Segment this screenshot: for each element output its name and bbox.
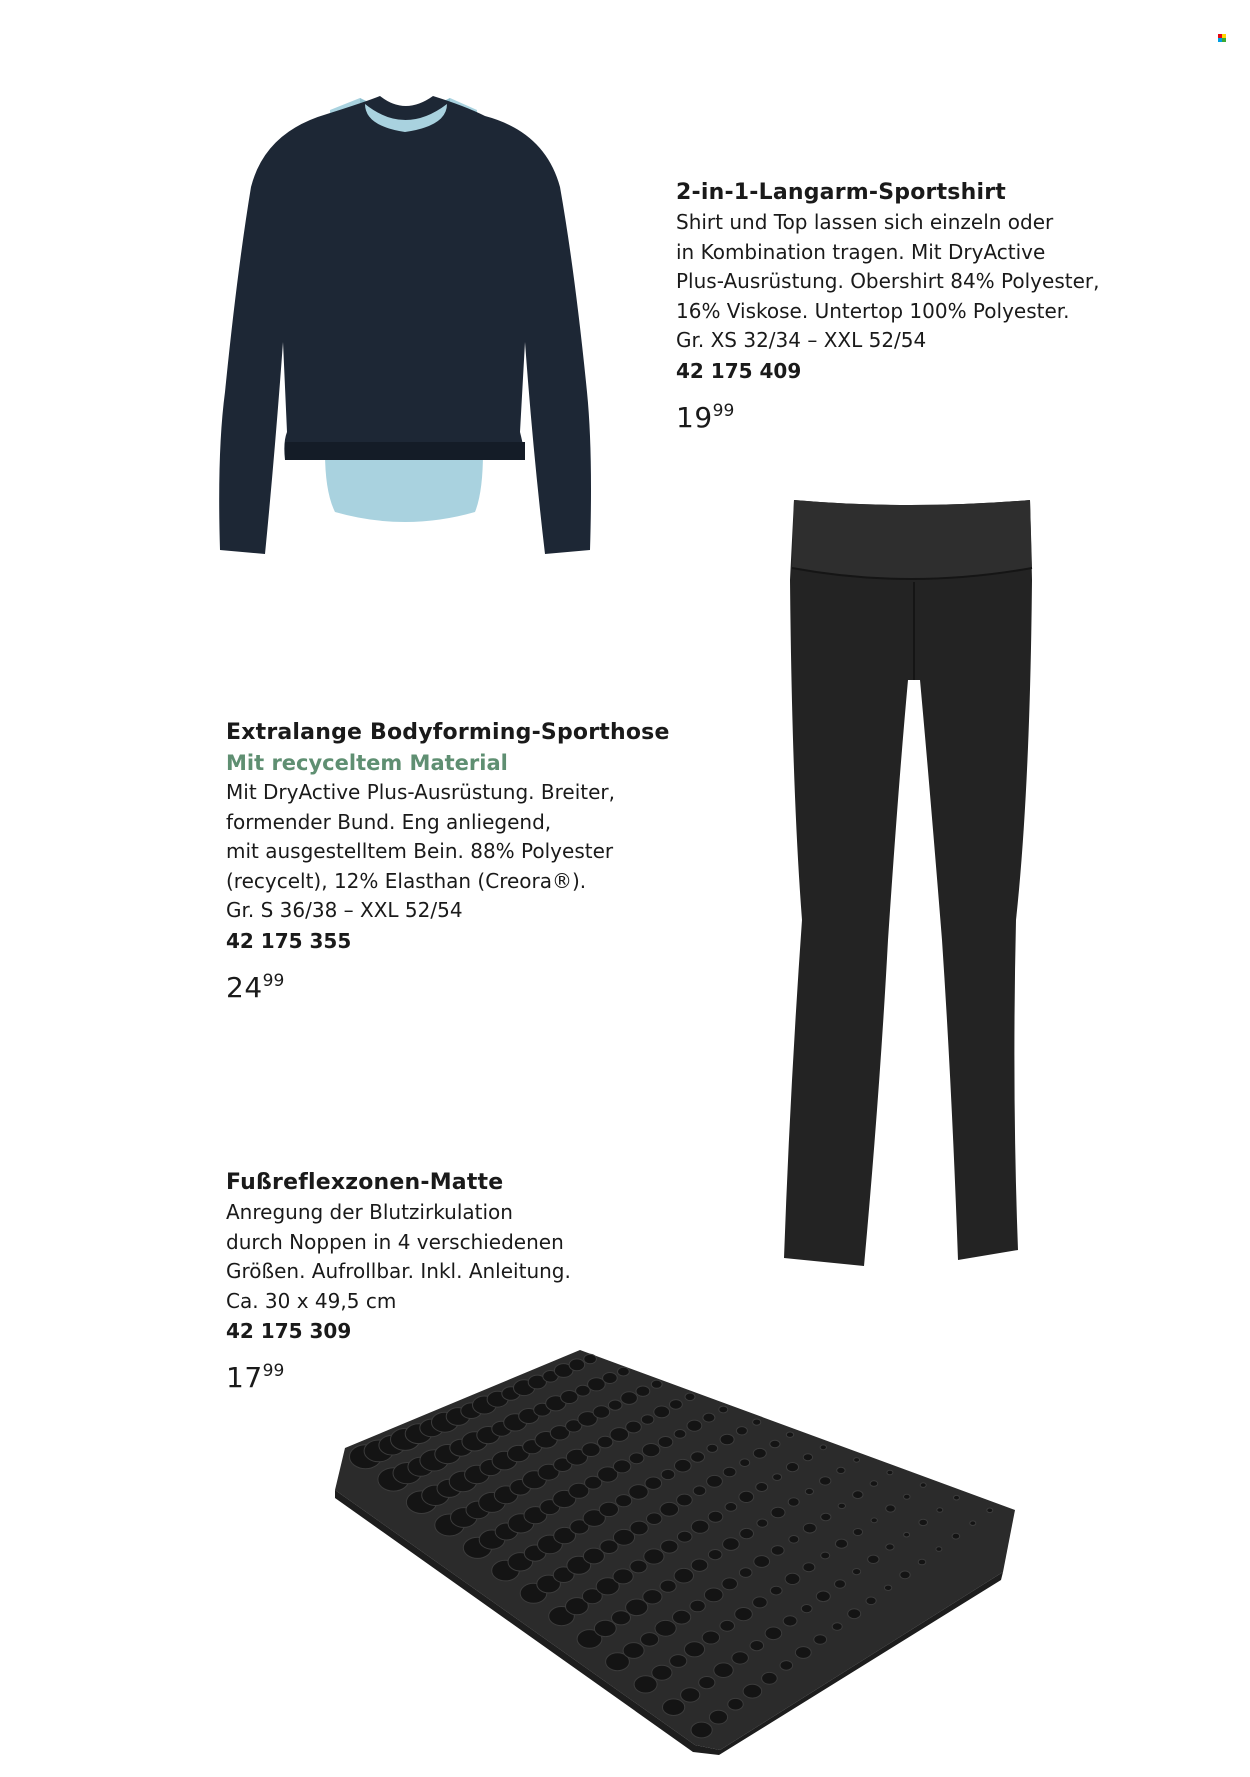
mat-nub: [904, 1532, 910, 1537]
mat-nub: [757, 1519, 768, 1527]
mat-nub: [707, 1444, 718, 1452]
mat-nub: [920, 1483, 926, 1488]
mat-nub: [835, 1580, 846, 1588]
shirt-line: Plus-Ausrüstung. Obershirt 84% Polyester,: [676, 269, 1100, 293]
mat-nub: [754, 1556, 770, 1568]
shirt-line: 16% Viskose. Untertop 100% Polyester.: [676, 298, 1070, 323]
mat-title: Fußreflexzonen-Matte: [226, 1170, 504, 1195]
mat-nub: [936, 1547, 942, 1552]
mat-nub: [866, 1597, 876, 1605]
mat-nub: [691, 1452, 705, 1462]
mat-nub: [655, 1620, 676, 1636]
mat-nub: [770, 1586, 782, 1595]
mat-nub: [954, 1495, 960, 1500]
mat-nub: [675, 1459, 692, 1472]
sportshirt-image: [215, 92, 595, 572]
mat-nub: [670, 1400, 683, 1410]
mat-nub: [837, 1467, 845, 1473]
mat-nub: [618, 1367, 630, 1376]
mat-line: Größen. Aufrollbar. Inkl. Anleitung.: [226, 1259, 571, 1283]
mat-nub: [670, 1655, 687, 1668]
mat-nub: [629, 1453, 644, 1464]
mat-nub: [641, 1415, 654, 1425]
mat-nub: [660, 1580, 676, 1592]
mat-nub: [674, 1568, 693, 1583]
pants-line: (recycelt), 12% Elasthan (Creora®).: [226, 868, 587, 893]
mat-nub: [771, 1507, 785, 1518]
mat-nub: [937, 1508, 943, 1513]
mat-nub: [621, 1392, 638, 1405]
mat-nub: [871, 1518, 877, 1523]
mat-nub: [753, 1419, 761, 1425]
mat-nub: [661, 1540, 678, 1553]
mat-nub: [762, 1672, 778, 1684]
shirt-line: in Kombination tragen. Mit DryActive: [676, 239, 1046, 264]
mat-nub: [740, 1528, 754, 1538]
mat-nub: [735, 1608, 753, 1621]
mat-nub: [703, 1413, 715, 1422]
pants-description: [226, 718, 696, 1005]
shirt-line: Gr. XS 32/34 – XXL 52/54: [676, 328, 927, 352]
mat-nub: [786, 1432, 793, 1437]
mat-nub: [753, 1448, 766, 1458]
outer-shirt-hem-shadow: [285, 442, 525, 460]
mat-nub: [803, 1563, 815, 1572]
mat-nub: [848, 1609, 861, 1619]
mat-nub: [987, 1508, 993, 1513]
mat-nub: [603, 1373, 618, 1384]
mat-nub: [814, 1635, 827, 1645]
mat-nub: [723, 1467, 736, 1477]
mat-nub: [636, 1386, 650, 1396]
mat-nub: [685, 1393, 695, 1401]
mat-nub: [677, 1531, 692, 1542]
pants-subtitle: Mit recyceltem Material: [226, 751, 508, 775]
mat-nub: [613, 1569, 633, 1584]
mat-nub: [693, 1486, 706, 1496]
mat-nub: [645, 1477, 662, 1489]
shirt-line: Shirt und Top lassen sich einzeln oder: [676, 210, 1054, 234]
mat-nub: [952, 1533, 960, 1539]
mat-nub: [584, 1354, 597, 1364]
pants-waistband: [792, 500, 1032, 579]
mat-line: Anregung der Blutzirkulation: [226, 1200, 513, 1224]
pants-price-cents: 99: [262, 970, 285, 991]
mat-nub: [900, 1571, 910, 1579]
mat-nub: [660, 1502, 679, 1516]
mat-nub: [691, 1559, 708, 1571]
mat-nub: [786, 1463, 798, 1472]
mat-nub: [740, 1459, 750, 1467]
mat-nub: [613, 1460, 630, 1473]
shirt-price-cents: 99: [712, 400, 735, 421]
mat-nub: [708, 1511, 723, 1522]
mat-nub: [707, 1475, 723, 1487]
pants-line: mit ausgestelltem Bein. 88% Polyester: [226, 839, 614, 863]
mat-nub: [687, 1420, 702, 1431]
mat-nub: [643, 1590, 662, 1604]
mat-price-main: 17: [226, 1361, 263, 1394]
mat-nub: [780, 1661, 793, 1671]
mat-nub: [684, 1642, 704, 1657]
mat-nub: [616, 1495, 632, 1507]
mat-nub: [626, 1421, 642, 1433]
mat-nub: [610, 1428, 629, 1442]
dot-green: [1222, 38, 1226, 42]
mat-nub: [771, 1546, 784, 1556]
mat-nub: [853, 1491, 863, 1499]
sporthose-image: [780, 490, 1040, 1270]
mat-nub: [832, 1623, 842, 1631]
mat-nub: [629, 1485, 648, 1500]
pants-shape: [784, 500, 1032, 1266]
mat-nub: [785, 1573, 800, 1584]
mat-nub: [663, 1699, 685, 1716]
mat-nub: [704, 1588, 723, 1602]
mat-nub: [765, 1627, 782, 1640]
mat-nub: [918, 1559, 926, 1565]
mat-nub: [783, 1616, 797, 1626]
mat-nub: [599, 1502, 618, 1516]
mat-nub: [732, 1652, 749, 1664]
mat-nub: [789, 1536, 799, 1544]
mat-nub: [642, 1444, 660, 1457]
mat-nub: [870, 1481, 878, 1487]
mat-nub: [647, 1513, 662, 1525]
mat-nub: [821, 1513, 831, 1521]
mat-nub: [756, 1483, 768, 1492]
shirt-title: 2-in-1-Langarm-Sportshirt: [676, 180, 1006, 205]
mat-nub: [725, 1503, 737, 1512]
brand-color-dot: [1218, 34, 1226, 42]
mat-nub: [821, 1552, 830, 1559]
mat-nub: [770, 1440, 780, 1448]
pants-price-main: 24: [226, 970, 263, 1004]
shirt-price: [676, 394, 1196, 435]
mat-nub: [753, 1597, 768, 1608]
mat-nub: [673, 1610, 691, 1624]
mat-nub: [651, 1380, 662, 1388]
mat-nub: [608, 1400, 622, 1410]
shirt-description: [676, 178, 1196, 435]
pants-line: Gr. S 36/38 – XXL 52/54: [226, 898, 463, 922]
mat-nub: [853, 1529, 862, 1536]
mat-nub: [612, 1611, 631, 1625]
mat-nub: [677, 1494, 693, 1506]
mat-nub: [743, 1684, 762, 1698]
reflexzonen-matte-image: [335, 1340, 1025, 1755]
mat-nub: [690, 1600, 705, 1612]
mat-nub: [720, 1620, 735, 1631]
mat-nub: [739, 1491, 754, 1502]
mat-nub: [582, 1443, 600, 1457]
mat-nub: [561, 1391, 578, 1404]
mat-nub: [658, 1437, 673, 1448]
mat-nub: [803, 1523, 816, 1533]
mat-nub: [728, 1698, 743, 1710]
mat-nub: [868, 1555, 879, 1563]
mat-nub: [654, 1406, 670, 1418]
mat-nub: [652, 1665, 672, 1680]
mat-nub: [661, 1469, 675, 1479]
mat-price-cents: 99: [262, 1361, 285, 1381]
mat-nub: [702, 1631, 719, 1644]
mat-nub: [630, 1560, 647, 1573]
mat-nub: [708, 1550, 722, 1560]
mat-line: durch Noppen in 4 verschiedenen: [226, 1229, 564, 1254]
mat-nub: [674, 1430, 686, 1439]
mat-nub: [739, 1568, 752, 1578]
mat-nub: [644, 1549, 664, 1564]
mat-nub: [801, 1605, 812, 1613]
mat-nub: [795, 1647, 811, 1659]
mat-nub: [699, 1677, 715, 1689]
mat-nub: [886, 1544, 894, 1550]
mat-article-number: 42 175 309: [226, 1319, 352, 1343]
mat-nub: [720, 1434, 734, 1445]
pants-line: formender Bund. Eng anliegend,: [226, 809, 552, 834]
mat-nub: [816, 1591, 830, 1602]
mat-nub: [750, 1641, 764, 1651]
mat-nub: [691, 1722, 712, 1738]
mat-nub: [719, 1406, 728, 1413]
mat-nub: [803, 1454, 812, 1461]
mat-nub: [641, 1633, 659, 1647]
mat-nub: [634, 1676, 657, 1693]
mat-nub: [709, 1710, 727, 1724]
mat-nub: [714, 1663, 733, 1678]
mat-nub: [970, 1521, 976, 1526]
mat-nub: [598, 1436, 613, 1448]
pants-line: Mit DryActive Plus-Ausrüstung. Breiter,: [226, 780, 615, 804]
mat-nub: [919, 1519, 928, 1525]
mat-nub: [904, 1494, 911, 1499]
mat-nub: [853, 1569, 861, 1575]
mat-nub: [838, 1503, 845, 1508]
shirt-price-main: 19: [676, 400, 713, 434]
mat-nub: [886, 1505, 896, 1512]
mat-nub: [773, 1474, 782, 1481]
mat-nub: [788, 1498, 799, 1506]
shirt-article-number: 42 175 409: [676, 358, 802, 383]
mat-nub: [854, 1458, 860, 1463]
mat-nub: [736, 1427, 747, 1435]
pants-article-number: 42 175 355: [226, 928, 352, 953]
mat-nub: [835, 1539, 847, 1548]
mat-nub: [887, 1470, 893, 1475]
mat-nub: [569, 1359, 585, 1371]
mat-nub: [820, 1477, 831, 1485]
mat-nub: [594, 1620, 616, 1636]
pants-price: [226, 964, 696, 1005]
pants-title: Extralange Bodyforming-Sporthose: [226, 720, 670, 745]
mat-nub: [722, 1578, 738, 1590]
mat-nub: [820, 1445, 826, 1450]
mat-nub: [884, 1585, 891, 1590]
mat-line: Ca. 30 x 49,5 cm: [226, 1288, 397, 1313]
mat-nub: [630, 1521, 648, 1535]
mat-nub: [723, 1538, 740, 1551]
mat-nub: [681, 1688, 700, 1702]
mat-nub: [623, 1643, 644, 1659]
mat-nub: [691, 1520, 709, 1533]
mat-nub: [593, 1406, 610, 1418]
mat-nub: [805, 1488, 813, 1494]
